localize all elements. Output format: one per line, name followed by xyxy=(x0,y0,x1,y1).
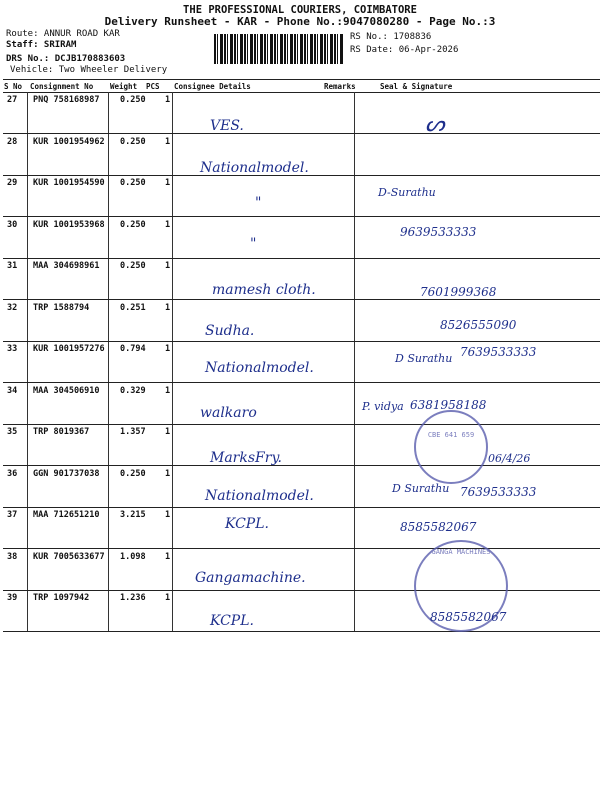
row-sno: 33 xyxy=(7,344,18,354)
row-pcs: 1 xyxy=(165,219,171,230)
handwritten-consignee: MarksFry. xyxy=(210,450,282,466)
row-pcs: 1 xyxy=(165,178,171,188)
table-row xyxy=(3,383,600,429)
handwritten-consignee: " xyxy=(250,236,257,252)
barcode xyxy=(214,34,344,64)
handwritten-signature: D Surathu xyxy=(392,482,450,495)
row-consignment: KUR 1001954962 xyxy=(33,136,105,147)
row-weight: 0.250 xyxy=(120,136,146,147)
ganga-stamp: GANGA MACHINES xyxy=(414,540,508,632)
row-weight: 0.250 xyxy=(120,261,146,271)
row-consignment: GGN 901737038 xyxy=(33,468,100,479)
handwritten-phone: 7601999368 xyxy=(420,285,497,299)
col-consignee: Consignee Details xyxy=(174,82,251,91)
handwritten-phone: 9639533333 xyxy=(400,225,477,239)
row-sno: 32 xyxy=(7,302,18,313)
table-row xyxy=(3,507,600,553)
rs-date: RS Date: 06-Apr-2026 xyxy=(350,45,459,55)
handwritten-phone: 8585582067 xyxy=(400,520,477,534)
row-sno: 27 xyxy=(7,95,18,105)
staff-label: Staff: SRIRAM xyxy=(6,40,77,50)
row-weight: 0.250 xyxy=(120,468,146,479)
row-consignment: PNQ 758168987 xyxy=(33,95,100,105)
row-pcs: 1 xyxy=(165,344,171,354)
row-sno: 31 xyxy=(7,261,18,271)
handwritten-date: 06/4/26 xyxy=(488,452,531,465)
handwritten-phone: 6381958188 xyxy=(410,398,487,412)
row-weight: 3.215 xyxy=(120,510,146,520)
row-consignment: MAA 304506910 xyxy=(33,385,100,396)
row-pcs: 1 xyxy=(165,593,171,603)
handwritten-signature: P. vidya xyxy=(362,400,404,413)
row-weight: 0.251 xyxy=(120,302,146,313)
handwritten-consignee: walkaro xyxy=(200,405,257,421)
row-sno: 28 xyxy=(7,136,18,147)
header-top-rule xyxy=(3,79,600,80)
handwritten-signature: D-Surathu xyxy=(378,186,436,199)
row-pcs: 1 xyxy=(165,95,171,105)
handwritten-phone: 8585582067 xyxy=(430,610,507,624)
row-sno: 36 xyxy=(7,468,18,479)
rs-number: RS No.: 1708836 xyxy=(350,32,432,42)
table-row xyxy=(3,92,600,138)
drs-label: DRS No.: DCJB170883603 xyxy=(6,54,126,64)
handwritten-consignee: KCPL. xyxy=(225,516,269,532)
handwritten-phone: 8526555090 xyxy=(440,318,517,332)
company-name: THE PROFESSIONAL COURIERS, COIMBATORE xyxy=(183,4,417,16)
table-row xyxy=(3,590,600,636)
row-weight: 0.250 xyxy=(120,95,146,105)
row-weight: 1.098 xyxy=(120,551,146,562)
row-rule xyxy=(3,631,600,632)
row-weight: 0.250 xyxy=(120,219,146,230)
handwritten-consignee: Gangamachine. xyxy=(195,570,306,586)
row-pcs: 1 xyxy=(165,510,171,520)
row-sno: 35 xyxy=(7,427,18,437)
vehicle-label: Vehicle: Two Wheeler Delivery xyxy=(10,65,168,75)
row-sno: 38 xyxy=(7,551,18,562)
row-consignment: KUR 1001954590 xyxy=(33,178,105,188)
col-pcs: PCS xyxy=(146,82,160,91)
row-weight: 0.794 xyxy=(120,344,146,354)
row-pcs: 1 xyxy=(165,551,171,562)
row-consignment: MAA 712651210 xyxy=(33,510,100,520)
row-pcs: 1 xyxy=(165,427,171,437)
row-pcs: 1 xyxy=(165,302,171,313)
row-consignment: TRP 1097942 xyxy=(33,593,90,603)
handwritten-phone: 7639533333 xyxy=(460,345,537,359)
handwritten-consignee: Nationalmodel. xyxy=(205,360,314,376)
row-consignment: KUR 1001957276 xyxy=(33,344,105,354)
row-pcs: 1 xyxy=(165,136,171,147)
col-weight: Weight xyxy=(110,82,138,91)
table-row xyxy=(3,217,600,263)
row-consignment: KUR 1001953968 xyxy=(33,219,105,230)
table-row xyxy=(3,175,600,221)
handwritten-consignee: Nationalmodel. xyxy=(205,488,314,504)
row-pcs: 1 xyxy=(165,261,171,271)
row-consignment: TRP 1588794 xyxy=(33,302,90,313)
row-pcs: 1 xyxy=(165,468,171,479)
handwritten-signature: D Surathu xyxy=(395,352,453,365)
row-sno: 34 xyxy=(7,385,18,396)
row-sno: 30 xyxy=(7,219,18,230)
route-label: Route: ANNUR ROAD KAR xyxy=(6,29,120,39)
col-sno: S No xyxy=(4,82,23,91)
row-weight: 1.236 xyxy=(120,593,146,603)
row-consignment: TRP 8019367 xyxy=(33,427,90,437)
runsheet-title: Delivery Runsheet - KAR - Phone No.:9047080280 - Page No.:3 xyxy=(104,15,496,28)
row-pcs: 1 xyxy=(165,385,171,396)
row-weight: 1.357 xyxy=(120,427,146,437)
col-remarks: Remarks xyxy=(324,82,356,91)
row-sno: 37 xyxy=(7,510,18,520)
handwritten-signature: ᔕ xyxy=(425,112,445,137)
handwritten-consignee: KCPL. xyxy=(210,613,254,629)
row-sno: 29 xyxy=(7,178,18,188)
col-consignment: Consignment No xyxy=(30,82,94,91)
row-weight: 0.329 xyxy=(120,385,146,396)
row-sno: 39 xyxy=(7,593,18,603)
row-consignment: MAA 304698961 xyxy=(33,261,100,271)
handwritten-consignee: VES. xyxy=(210,118,244,134)
handwritten-consignee: mamesh cloth. xyxy=(212,282,316,298)
row-consignment: KUR 7005633677 xyxy=(33,551,105,562)
col-seal: Seal & Signature xyxy=(380,82,453,91)
delivery-stamp: CBE 641 659 xyxy=(414,410,488,484)
handwritten-phone: 7639533333 xyxy=(460,485,537,499)
handwritten-consignee: Nationalmodel. xyxy=(200,160,309,176)
handwritten-consignee: Sudha. xyxy=(205,323,255,339)
handwritten-consignee: " xyxy=(255,195,262,211)
row-weight: 0.250 xyxy=(120,178,146,188)
